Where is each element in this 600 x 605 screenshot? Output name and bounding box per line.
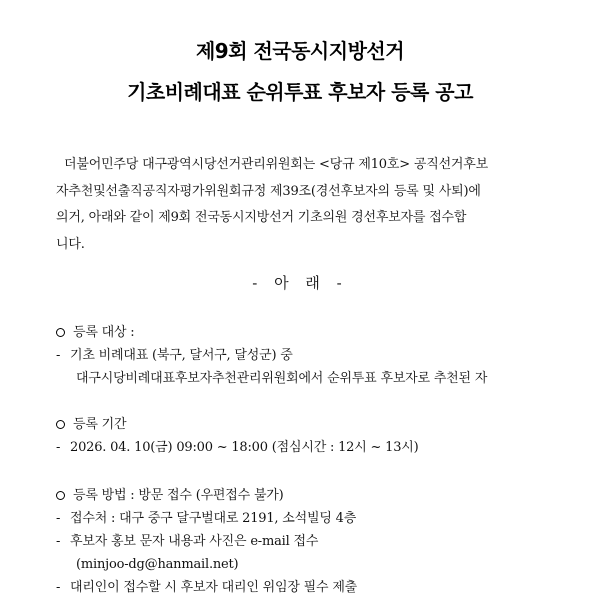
- intro-paragraph: [56, 152, 544, 258]
- section-line: 접수처 : 대구 중구 달구벌대로 2191, 소석빌딩 4층: [70, 511, 357, 526]
- section-line: 대구시당비례대표후보자추천관리위원회에서 순위투표 후보자로 추천된 자: [76, 371, 488, 386]
- section-period: [56, 413, 419, 459]
- intro-line: 의거, 아래와 같이 제9회 전국동시지방선거 기초의원 경선후보자를 접수합: [56, 210, 467, 225]
- intro-line: 니다.: [56, 236, 85, 252]
- section-line: 기초 비례대표 (북구, 달서구, 달성군) 중: [70, 348, 293, 363]
- circle-outline-icon: [56, 328, 65, 337]
- intro-line: 자추천및선출직공직자평가위원회규정 제39조(경선후보자의 등록 및 사퇴)에: [56, 183, 481, 199]
- document-title-line2: 기초비례대표 순위투표 후보자 등록 공고: [127, 80, 473, 104]
- circle-outline-icon: [56, 491, 65, 500]
- dash-marker: -: [56, 534, 61, 549]
- section-line: 2026. 04. 10(금) 09:00 ~ 18:00 (점심시간 : 12시 ~ 13시): [70, 440, 419, 455]
- section-heading: - 아 래 -: [252, 274, 348, 292]
- section-title: 등록 방법 : 방문 접수 (우편접수 불가): [73, 488, 284, 503]
- dash-marker: -: [56, 580, 61, 595]
- section-title: 등록 대상 :: [73, 325, 135, 340]
- circle-outline-icon: [56, 420, 65, 429]
- section-line: 대리인이 접수할 시 후보자 대리인 위임장 필수 제출: [70, 580, 358, 595]
- dash-marker: -: [56, 348, 61, 363]
- section-line: 후보자 홍보 문자 내용과 사진은 e-mail 접수: [70, 534, 319, 549]
- section-eligibility: [56, 321, 487, 390]
- intro-line: 더불어민주당 대구광역시당선거관리위원회는 <당규 제10호> 공직선거후보: [64, 157, 488, 172]
- document-title-line1: 제9회 전국동시지방선거: [195, 39, 405, 63]
- section-method: [56, 484, 357, 599]
- email-address: (minjoo-dg@hanmail.net): [76, 557, 239, 572]
- dash-marker: -: [56, 440, 61, 455]
- dash-marker: -: [56, 511, 61, 526]
- section-title: 등록 기간: [73, 417, 127, 432]
